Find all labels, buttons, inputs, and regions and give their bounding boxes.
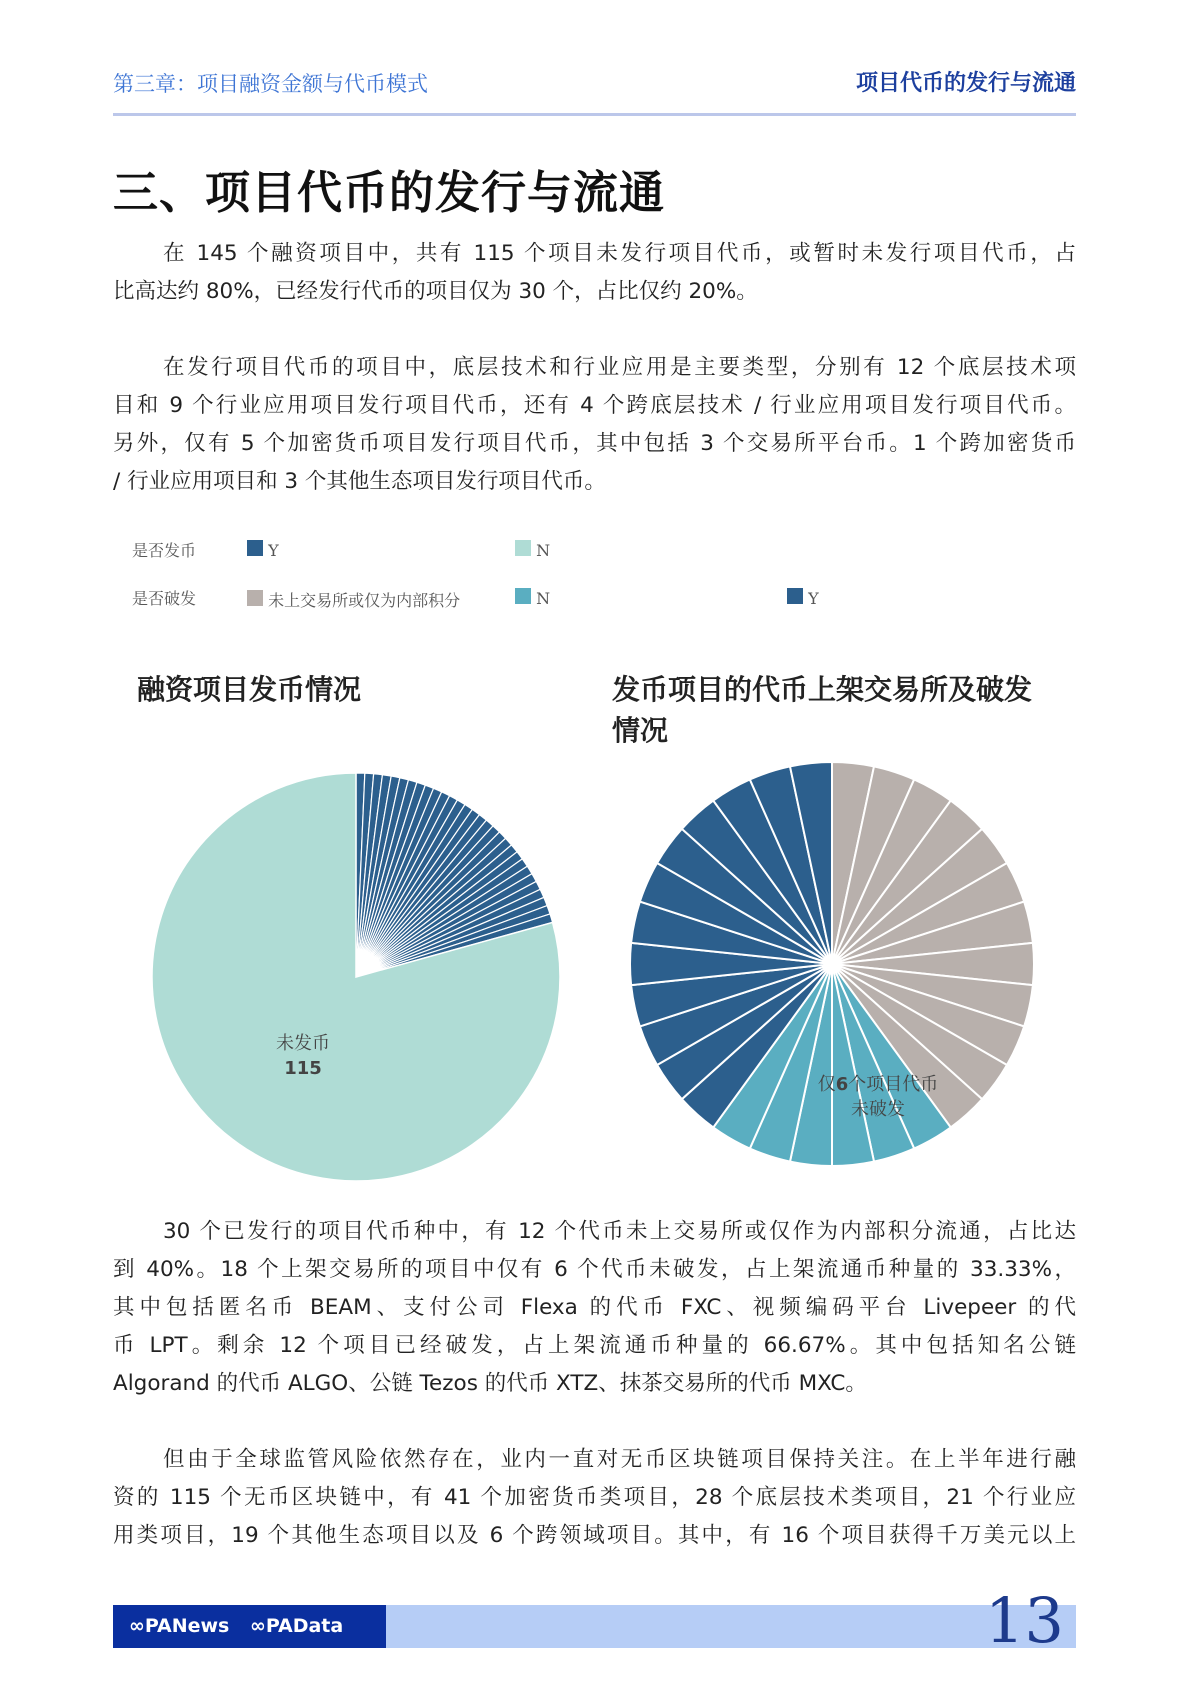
paragraph-4: [113, 1441, 1076, 1555]
paragraph-line: Algorand 的代币 ALGO、公链 Tezos 的代币 XTZ、抹茶交易所的代币 MXC。: [113, 1371, 867, 1396]
legend-row-broken-label: 是否破发: [132, 589, 197, 608]
paragraph-line: 其中包括匿名币 BEAM、支付公司 Flexa 的代币 FXC、视频编码平台 Livepeer 的代: [113, 1295, 1076, 1320]
page-title: 三、项目代币的发行与流通: [113, 166, 666, 219]
paragraph-line: 到 40%。18 个上架交易所的项目中仅有 6 个代币未破发，占上架流通币种量的 33.33%，: [113, 1257, 1076, 1282]
brand-padata: PAData: [265, 1615, 344, 1637]
pie2-annotation: [788, 1072, 968, 1122]
legend-label: 未上交易所或仅为内部积分: [268, 591, 461, 610]
brand-panews: PANews: [144, 1615, 230, 1637]
paragraph-line: 在 145 个融资项目中，共有 115 个项目未发行项目代币，或暂时未发行项目代币，占: [163, 241, 1076, 266]
paragraph-line: 比高达约 80%，已经发行代币的项目仅为 30 个，占比仅约 20%。: [113, 279, 758, 304]
pie2-annotation-prefix: 仅: [817, 1074, 836, 1095]
chart-title-listing: 发币项目的代币上架交易所及破发情况: [612, 673, 1033, 747]
pie1-annotation: [243, 1031, 363, 1081]
pie2-annotation-line2: 未破发: [851, 1099, 905, 1120]
paragraph-line: / 行业应用项目和 3 个其他生态项目发行项目代币。: [113, 469, 606, 494]
pie2-annotation-number: 6: [835, 1074, 849, 1095]
footer-brand-box: [113, 1605, 386, 1648]
paragraph-line: 30 个已发行的项目代币种中，有 12 个代币未上交易所或仅作为内部积分流通，占比达: [163, 1219, 1076, 1244]
chart-title-issuance: 融资项目发币情况: [137, 673, 362, 706]
legend-label: N: [536, 589, 551, 608]
paragraph-line: 币 LPT。剩余 12 个项目已经破发，占上架流通币种量的 66.67%。其中包括知名公链: [113, 1333, 1076, 1358]
legend-row-issued-label: 是否发币: [132, 541, 197, 560]
chapter-header: 第三章：项目融资金额与代币模式: [113, 72, 428, 96]
paragraph-line: 在发行项目代币的项目中，底层技术和行业应用是主要类型，分别有 12 个底层技术项: [163, 355, 1076, 380]
legend-label: Y: [268, 541, 279, 560]
paragraph-line: 但由于全球监管风险依然存在，业内一直对无币区块链项目保持关注。在上半年进行融: [163, 1447, 1076, 1472]
paragraph-line: 资的 115 个无币区块链中，有 41 个加密货币类项目，28 个底层技术类项目，21 个行业应: [113, 1485, 1076, 1510]
paragraph-3: [113, 1213, 1076, 1403]
pie1-annotation-value: 115: [284, 1058, 322, 1079]
panews-logo-icon: ∞: [129, 1615, 145, 1637]
legend-label: N: [536, 541, 551, 560]
page-number: 13: [985, 1584, 1064, 1657]
pie1-annotation-label: 未发币: [276, 1033, 330, 1054]
paragraph-line: 目和 9 个行业应用项目发行项目代币，还有 4 个跨底层技术 / 行业应用项目发行项目代币。: [113, 393, 1076, 418]
section-header: 项目代币的发行与流通: [855, 71, 1076, 96]
legend-label: Y: [808, 589, 819, 608]
paragraph-line: 用类项目，19 个其他生态项目以及 6 个跨领域项目。其中，有 16 个项目获得千万美元以上: [113, 1523, 1076, 1548]
padata-logo-icon: ∞: [250, 1615, 266, 1637]
pie2-annotation-suffix: 个项目代币: [848, 1074, 939, 1095]
paragraph-line: 另外，仅有 5 个加密货币项目发行项目代币，其中包括 3 个交易所平台币。1 个跨加密货币: [113, 431, 1076, 456]
